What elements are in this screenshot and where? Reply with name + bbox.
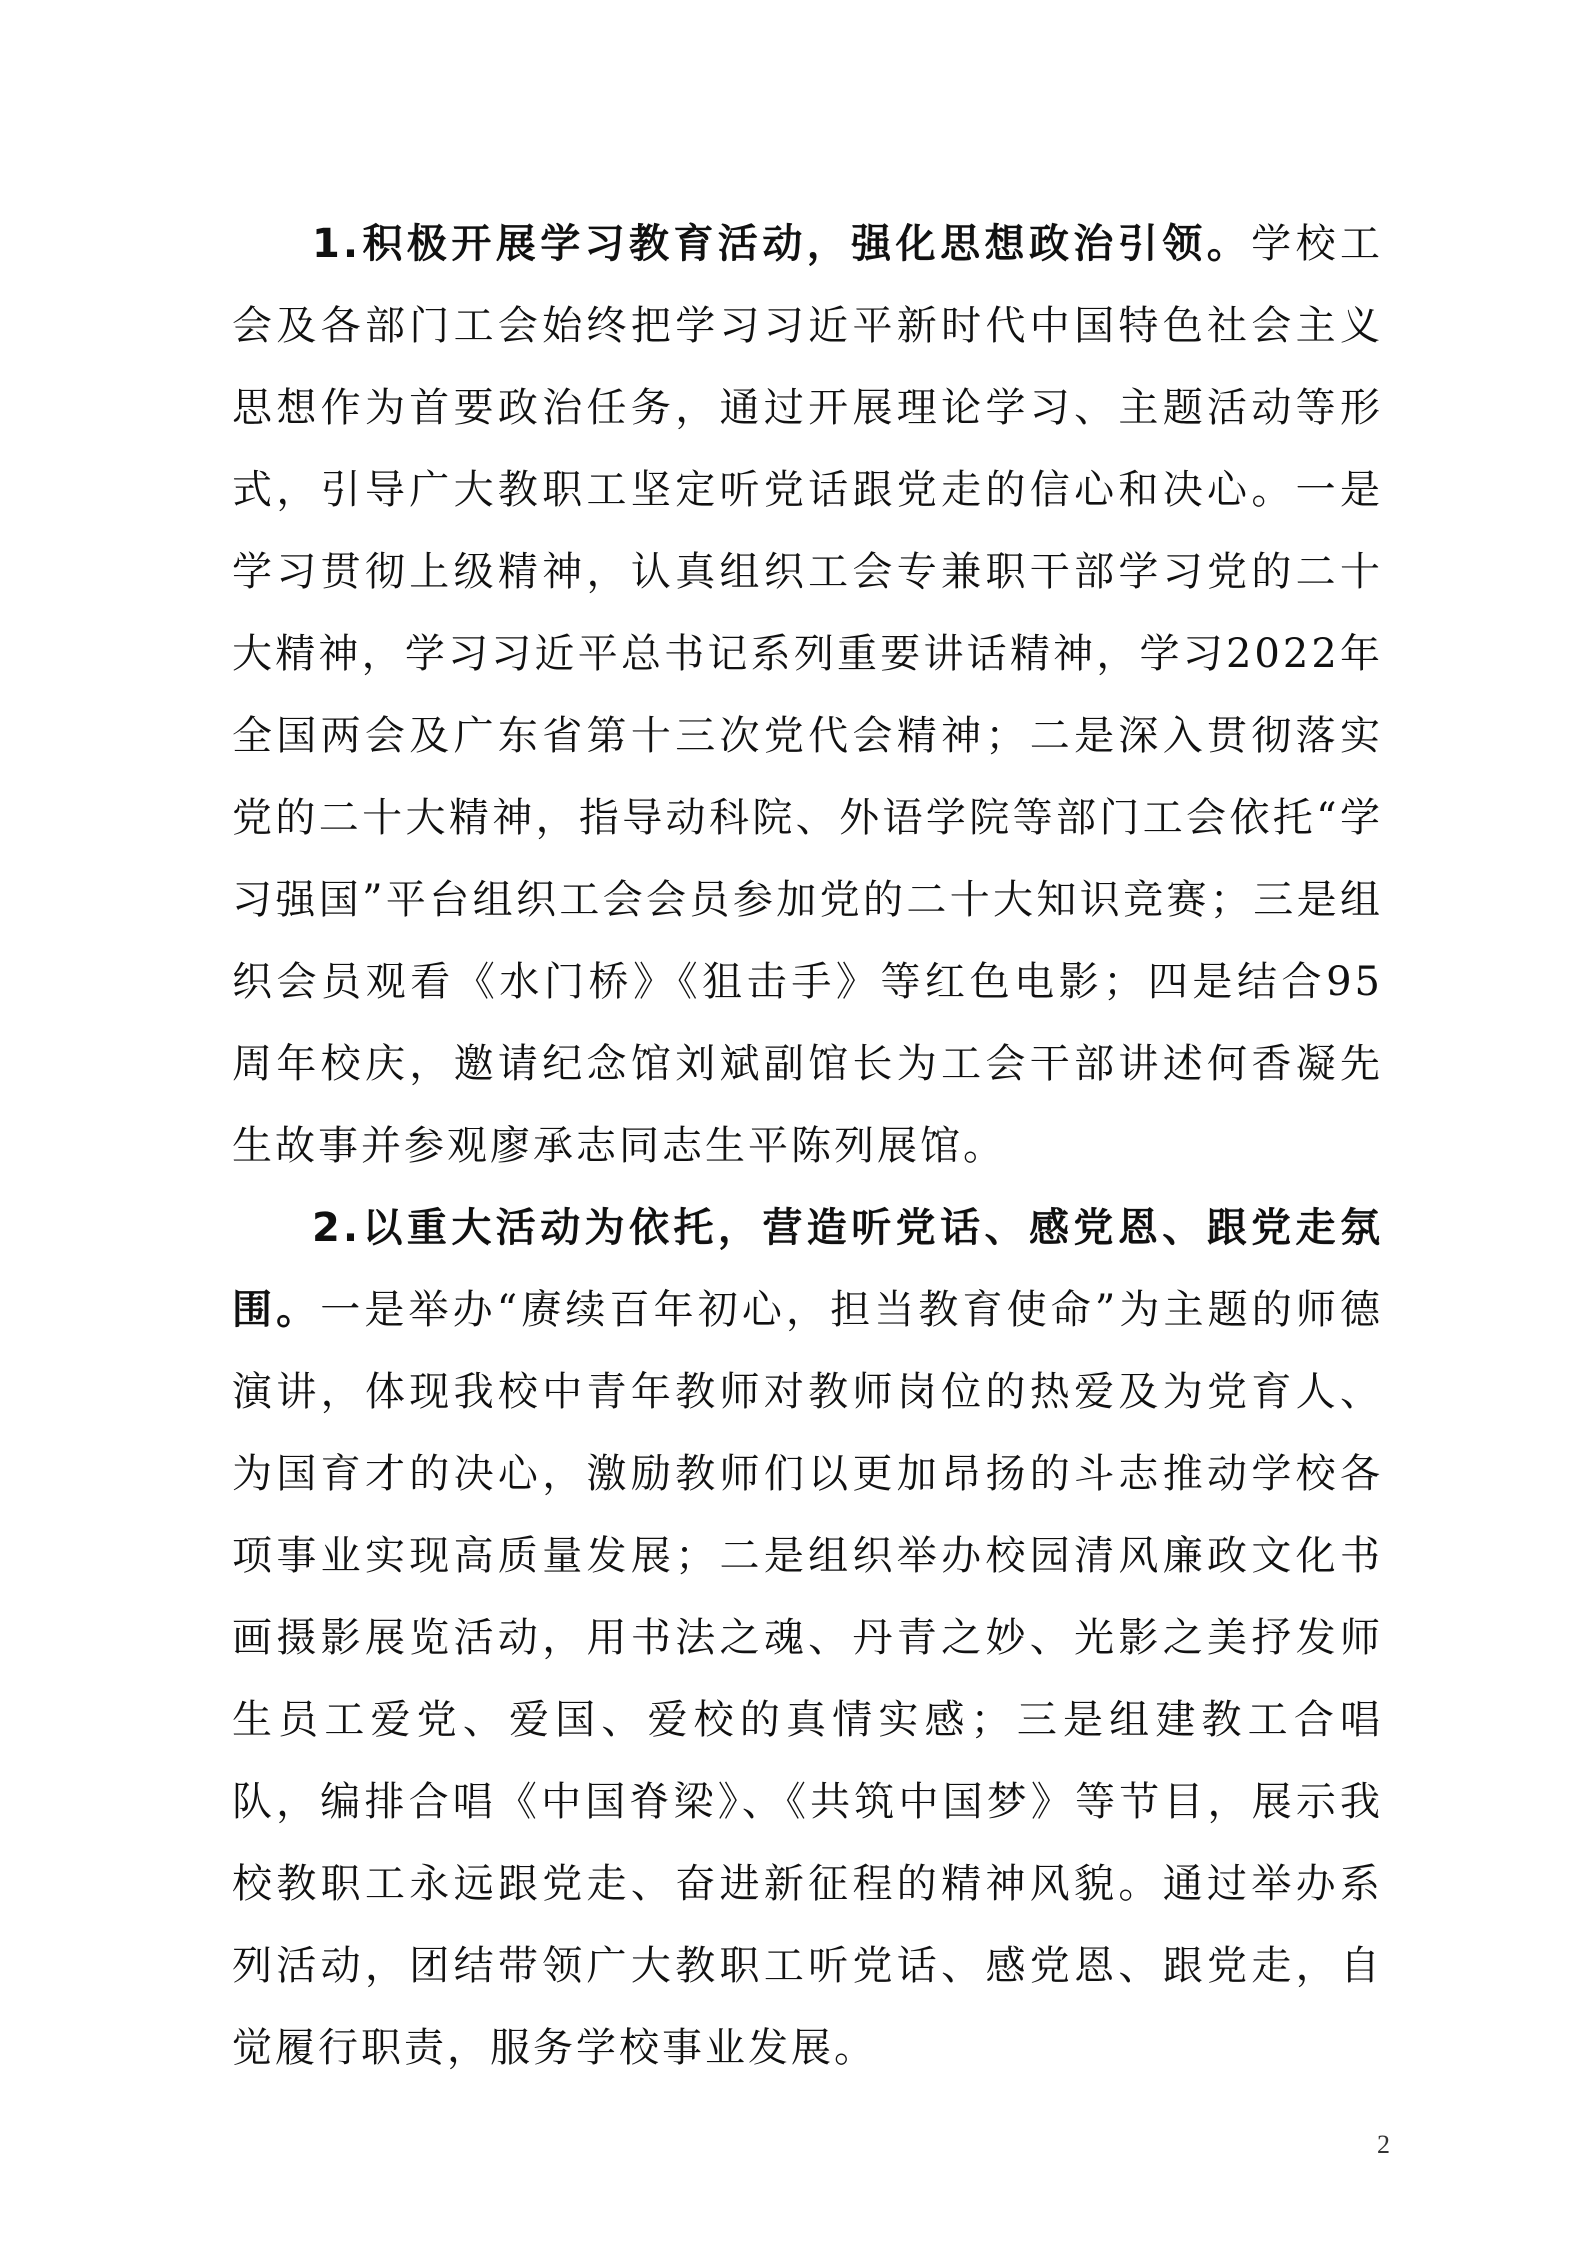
- paragraph-1: [232, 203, 1383, 1187]
- paragraph-2: [232, 1187, 1383, 2089]
- paragraph-1-text: 学校工会及各部门工会始终把学习习近平新时代中国特色社会主义思想作为首要政治任务，通过开展理论学习、主题活动等形式，引导广大教职工坚定听党话跟党走的信心和决心。一是学习贯彻上级精神，认真组织工会专兼职干部学习党的二十大精神，学习习近平总书记系列重要讲话精神，学习2022年全国两会及广东省第十三次党代会精神；二是深入贯彻落实党的二十大精神，指导动科院、外语学院等部门工会依托“学习强国”平台组织工会会员参加党的二十大知识竞赛；三是组织会员观看《水门桥》《狙击手》等红色电影；四是结合95周年校庆，邀请纪念馆刘斌副馆长为工会干部讲述何香凝先生故事并参观廖承志同志生平陈列展馆。: [232, 221, 1384, 1169]
- paragraph-2-heading: 2.以重大活动为依托，营造听党话、感党恩、跟党走氛围。: [232, 1205, 1383, 1333]
- page-number: 2: [1377, 2130, 1390, 2159]
- document-body: [232, 203, 1383, 2089]
- paragraph-2-text: 一是举办“赓续百年初心，担当教育使命”为主题的师德演讲，体现我校中青年教师对教师岗位的热爱及为党育人、为国育才的决心，激励教师们以更加昂扬的斗志推动学校各项事业实现高质量发展；二是组织举办校园清风廉政文化书画摄影展览活动，用书法之魂、丹青之妙、光影之美抒发师生员工爱党、爱国、爱校的真情实感；三是组建教工合唱队，编排合唱《中国脊梁》、《共筑中国梦》等节目，展示我校教职工永远跟党走、奋进新征程的精神风貌。通过举办系列活动，团结带领广大教职工听党话、感党恩、跟党走，自觉履行职责，服务学校事业发展。: [232, 1287, 1384, 2071]
- paragraph-1-heading: 1.积极开展学习教育活动，强化思想政治引领。: [312, 221, 1252, 267]
